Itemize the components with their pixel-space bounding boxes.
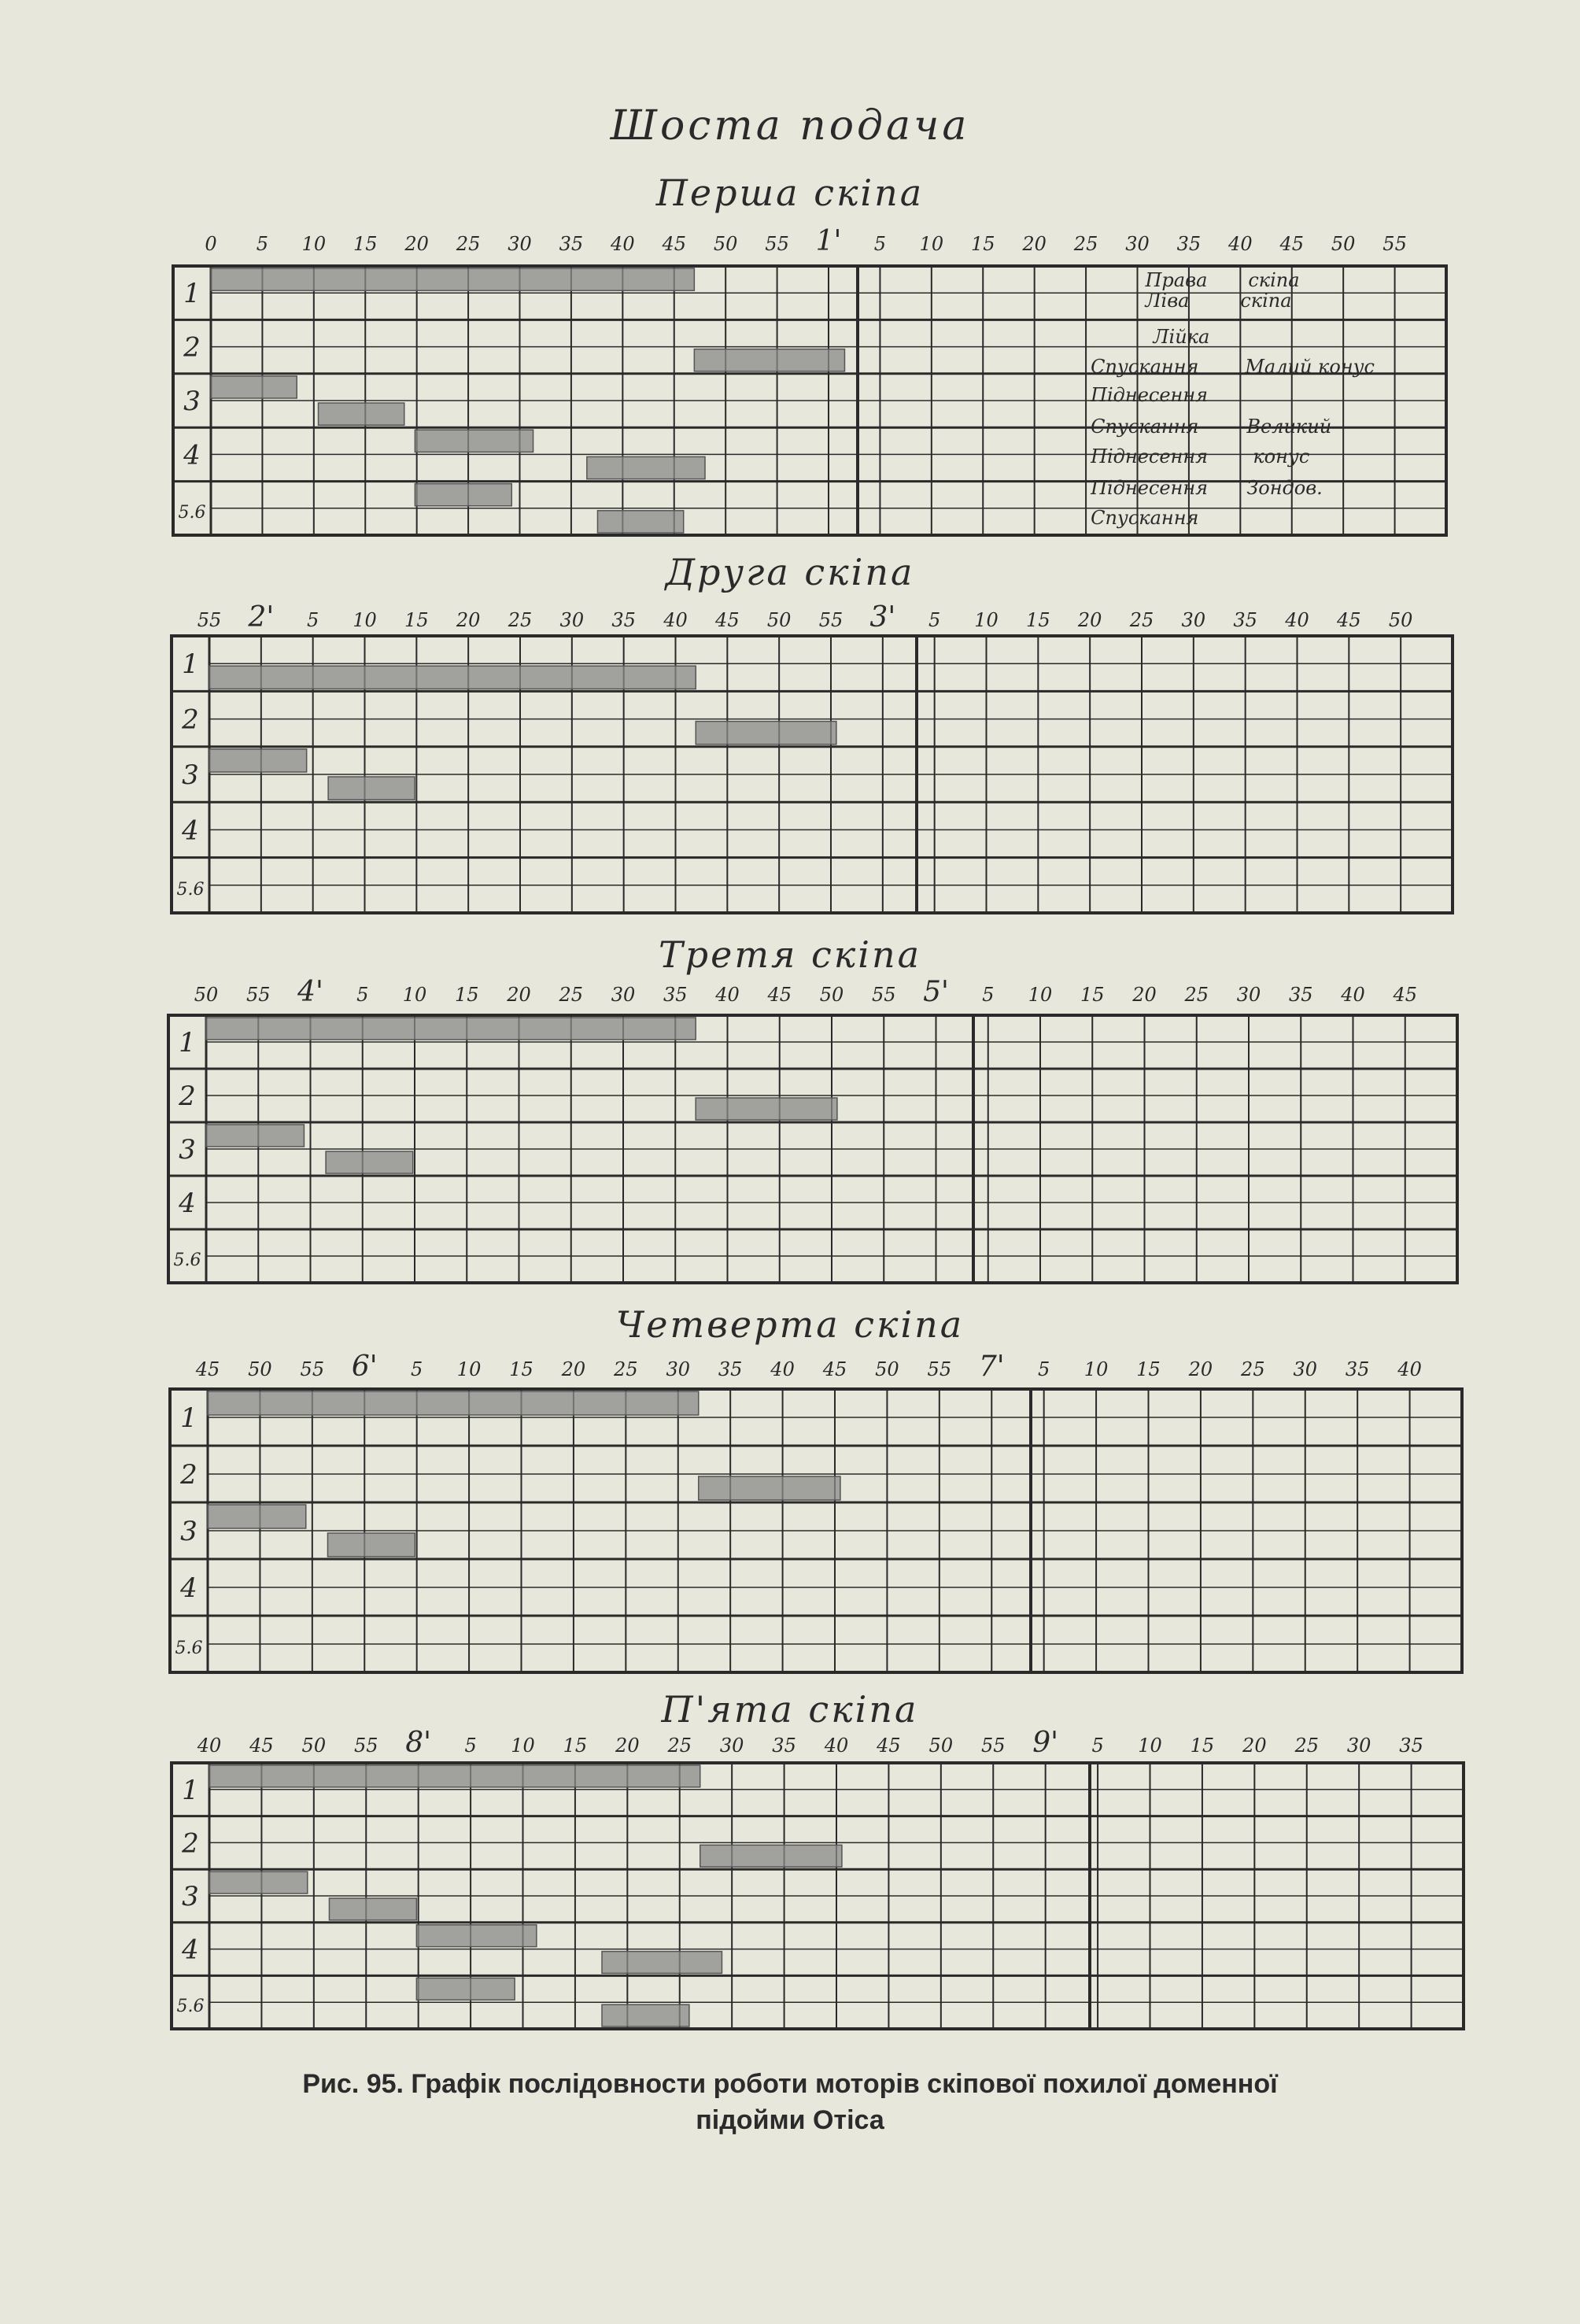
caption-line-2: підойми Отіса (696, 2105, 884, 2135)
row-label: 3 (182, 1881, 199, 1912)
row-label: 2 (182, 1827, 199, 1860)
row-label: 1 (179, 1027, 196, 1059)
tick-label: 40 (1341, 984, 1365, 1006)
tick-label: 40 (770, 1358, 795, 1380)
tick-label: 25 (1241, 1358, 1265, 1380)
tick-label: 25 (614, 1358, 638, 1380)
tick-label: 20 (404, 233, 429, 255)
tick-label: 50 (248, 1358, 272, 1380)
tick-label: 10 (919, 233, 944, 255)
tick-label: 40 (1397, 1358, 1422, 1380)
legend-label: Спускання (1091, 356, 1199, 378)
tick-label: 35 (1288, 984, 1313, 1006)
tick-label: 30 (1346, 1735, 1371, 1757)
panel-title: Друга скіпа (665, 551, 915, 593)
tick-label: 35 (559, 233, 584, 255)
tick-label: 45 (662, 233, 687, 255)
tick-label: 1' (815, 225, 842, 257)
tick-label: 55 (1382, 233, 1407, 255)
tick-label: 10 (511, 1735, 535, 1757)
tick-label: 20 (1188, 1358, 1213, 1380)
figure-caption (0, 2066, 1580, 2138)
tick-label: 25 (667, 1735, 692, 1757)
tick-label: 20 (1242, 1735, 1267, 1757)
tick-label: 15 (353, 233, 378, 255)
caption-line-1: Рис. 95. Графік послідовности роботи моторів скіпової похилої доменної (302, 2069, 1278, 2099)
legend-label: конус (1253, 445, 1310, 467)
row-label: 2 (182, 704, 199, 736)
tick-label: 55 (980, 1735, 1006, 1757)
panel-title: Четверта скіпа (615, 1303, 965, 1346)
tick-label: 55 (871, 984, 896, 1006)
tick-label: 35 (663, 984, 688, 1006)
tick-label: 5 (982, 984, 995, 1006)
tick-label: 30 (1293, 1358, 1318, 1380)
gantt-bar (416, 1978, 515, 2000)
legend-label: Спускання (1091, 416, 1199, 438)
legend-label: скіпа (1240, 290, 1292, 312)
tick-label: 45 (1393, 984, 1418, 1006)
tick-label: 3' (869, 601, 896, 634)
tick-label: 20 (456, 609, 481, 631)
tick-label: 35 (1399, 1735, 1423, 1757)
tick-label: 50 (875, 1358, 899, 1380)
row-label: 5.6 (176, 879, 205, 900)
tick-label: 55 (818, 609, 844, 631)
tick-label: 30 (1125, 233, 1150, 255)
gantt-bar (700, 1845, 842, 1867)
row-label: 1 (180, 1402, 198, 1434)
tick-label: 30 (611, 984, 636, 1006)
tick-label: 40 (1285, 609, 1309, 631)
tick-label: 45 (249, 1735, 274, 1757)
row-label: 4 (179, 1188, 196, 1219)
tick-label: 9' (1032, 1727, 1059, 1759)
tick-label: 45 (195, 1358, 220, 1380)
tick-label: 55 (353, 1735, 378, 1757)
row-label: 1 (182, 1774, 199, 1806)
tick-label: 20 (615, 1735, 640, 1757)
tick-label: 55 (765, 233, 789, 255)
row-label: 5.6 (178, 502, 206, 523)
tick-label: 50 (713, 233, 738, 255)
tick-label: 20 (561, 1358, 586, 1380)
tick-label: 5 (928, 609, 941, 631)
tick-label: 5 (1091, 1735, 1104, 1757)
tick-label: 30 (1181, 609, 1206, 631)
row-label: 4 (180, 1572, 198, 1604)
row-label: 5.6 (173, 1251, 201, 1270)
tick-label: 45 (767, 984, 792, 1006)
tick-label: 45 (1337, 609, 1361, 631)
tick-label: 40 (1228, 233, 1253, 255)
tick-label: 50 (928, 1735, 954, 1757)
tick-label: 30 (1236, 984, 1261, 1006)
tick-label: 25 (1073, 233, 1098, 255)
tick-label: 4' (297, 976, 323, 1008)
tick-label: 5 (307, 609, 319, 631)
legend-label: скіпа (1248, 269, 1300, 291)
tick-label: 20 (1077, 609, 1102, 631)
legend-label: Права (1145, 269, 1208, 291)
tick-label: 15 (509, 1358, 533, 1380)
legend-label: Піднесення (1091, 445, 1209, 467)
tick-label: 25 (456, 233, 481, 255)
row-label: 4 (183, 439, 201, 471)
tick-label: 10 (402, 984, 427, 1006)
panel-title: Перша скіпа (655, 172, 925, 214)
tick-label: 55 (245, 984, 271, 1006)
tick-label: 30 (666, 1358, 691, 1380)
tick-label: 25 (1184, 984, 1209, 1006)
legend-label: Зондов. (1246, 477, 1323, 499)
legend-label: Великий (1246, 416, 1332, 438)
tick-label: 55 (197, 609, 222, 631)
gantt-bar (209, 1871, 308, 1894)
legend-label: Ліва (1145, 290, 1190, 312)
tick-label: 35 (611, 609, 636, 631)
row-label: 2 (179, 1081, 196, 1112)
tick-label: 40 (611, 233, 635, 255)
tick-label: 15 (1190, 1735, 1215, 1757)
tick-label: 25 (1129, 609, 1154, 631)
row-label: 5.6 (175, 1639, 203, 1658)
tick-label: 50 (194, 984, 219, 1006)
tick-label: 10 (301, 233, 327, 255)
legend-label: Піднесення (1091, 384, 1209, 406)
tick-label: 10 (456, 1358, 482, 1380)
row-label: 1 (183, 278, 201, 310)
tick-label: 10 (1138, 1735, 1162, 1757)
row-label: 3 (179, 1134, 196, 1166)
tick-label: 40 (663, 609, 688, 631)
gantt-bar (209, 1765, 700, 1787)
tick-label: 20 (1022, 233, 1047, 255)
tick-label: 25 (1294, 1735, 1320, 1757)
tick-label: 25 (559, 984, 584, 1006)
tick-label: 45 (715, 609, 740, 631)
tick-label: 35 (1233, 609, 1257, 631)
tick-label: 5' (923, 976, 949, 1008)
row-label: 4 (182, 1934, 199, 1966)
row-label: 2 (180, 1459, 198, 1491)
tick-label: 0 (205, 233, 217, 255)
tick-label: 40 (197, 1735, 222, 1757)
tick-label: 5 (356, 984, 369, 1006)
row-label: 5.6 (176, 1997, 205, 2017)
tick-label: 5 (464, 1735, 477, 1757)
tick-label: 15 (404, 609, 429, 631)
legend-label: Малий конус (1245, 356, 1375, 378)
gantt-bar (329, 1898, 416, 1920)
tick-label: 5 (256, 233, 269, 255)
tick-label: 40 (824, 1735, 849, 1757)
tick-label: 10 (353, 609, 377, 631)
tick-label: 20 (507, 984, 531, 1006)
tick-label: 20 (1132, 984, 1157, 1006)
tick-label: 25 (508, 609, 533, 631)
row-label: 1 (182, 648, 199, 681)
tick-label: 7' (978, 1350, 1005, 1383)
tick-label: 55 (927, 1358, 952, 1380)
gantt-bar (416, 1925, 536, 1947)
tick-label: 15 (1026, 609, 1050, 631)
tick-label: 50 (1331, 233, 1356, 255)
row-label: 3 (183, 386, 201, 417)
tick-label: 50 (766, 609, 792, 631)
tick-label: 2' (248, 601, 275, 634)
tick-label: 5 (873, 233, 887, 255)
tick-label: 8' (405, 1727, 432, 1759)
legend-label: Лійка (1153, 326, 1210, 348)
tick-label: 40 (715, 984, 740, 1006)
panel-title: Третя скіпа (658, 933, 922, 976)
tick-label: 5 (411, 1358, 423, 1380)
tick-label: 50 (819, 984, 844, 1006)
gantt-bar (602, 1952, 722, 1974)
tick-label: 35 (772, 1735, 796, 1757)
tick-label: 15 (1136, 1358, 1161, 1380)
tick-label: 10 (974, 609, 999, 631)
page-title: Шоста подача (610, 102, 970, 150)
tick-label: 5 (1038, 1358, 1050, 1380)
tick-label: 45 (1279, 233, 1305, 255)
tick-label: 35 (1345, 1358, 1370, 1380)
tick-label: 15 (563, 1735, 588, 1757)
tick-label: 50 (301, 1735, 327, 1757)
gantt-bar (602, 2004, 689, 2027)
tick-label: 30 (559, 609, 585, 631)
legend-label: Піднесення (1091, 477, 1209, 499)
row-label: 3 (182, 759, 199, 791)
row-label: 2 (183, 331, 201, 364)
row-label: 3 (180, 1516, 198, 1547)
legend-label: Спускання (1091, 507, 1199, 529)
tick-label: 35 (1176, 233, 1202, 255)
tick-label: 15 (454, 984, 479, 1006)
tick-label: 6' (351, 1350, 378, 1383)
tick-label: 45 (822, 1358, 847, 1380)
tick-label: 50 (1388, 609, 1413, 631)
tick-label: 30 (508, 233, 532, 255)
tick-label: 10 (1028, 984, 1053, 1006)
panel-title: П'ята скіпа (661, 1688, 919, 1731)
tick-label: 15 (970, 233, 995, 255)
tick-label: 35 (718, 1358, 743, 1380)
row-label: 4 (182, 815, 199, 847)
tick-label: 30 (719, 1735, 744, 1757)
tick-label: 55 (300, 1358, 325, 1380)
tick-label: 45 (877, 1735, 901, 1757)
tick-label: 10 (1083, 1358, 1109, 1380)
tick-label: 15 (1080, 984, 1105, 1006)
